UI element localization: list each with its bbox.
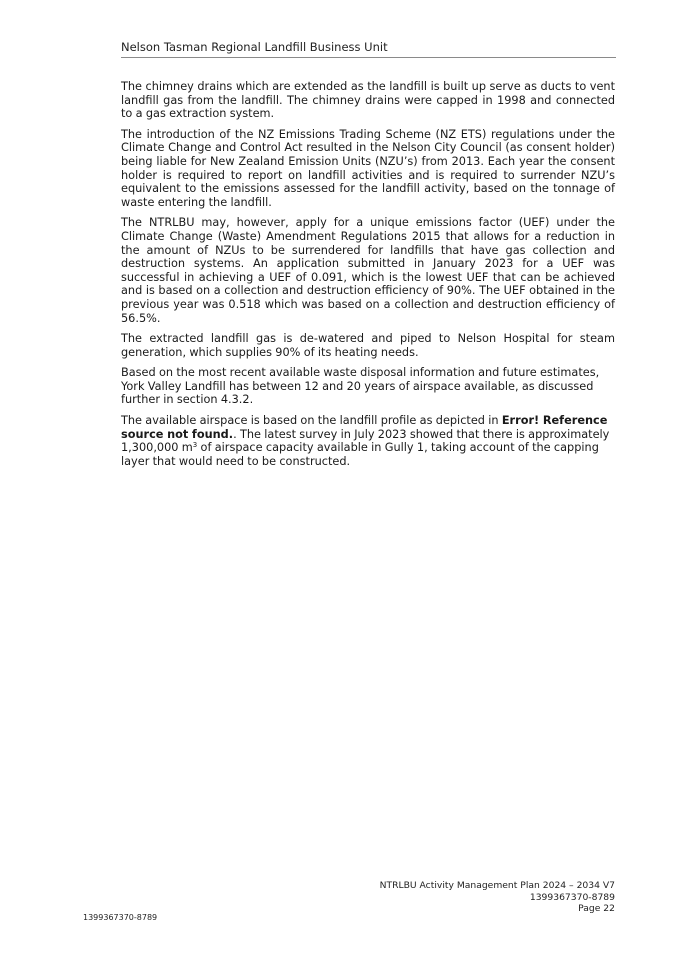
airspace-text-a: The available airspace is based on the landfill profile as depicted in xyxy=(121,414,502,428)
body-content xyxy=(121,80,615,475)
page-header xyxy=(121,40,616,58)
footer-page-number: Page 22 xyxy=(578,903,615,914)
error-reference[interactable]: Error! Reference source not found. xyxy=(121,414,608,441)
page-footer xyxy=(380,880,615,915)
superscript-cubed: 3 xyxy=(192,441,198,450)
paragraph-chimney-drains: The chimney drains which are extended as the landfill is built up serve as ducts to vent landfill gas from the landfill. The chimney drains were capped in 1998 and connected to a gas extraction system. xyxy=(121,80,615,121)
paragraph-uef: The NTRLBU may, however, apply for a unique emissions factor (UEF) under the Climate Change (Waste) Amendment Regulations 2015 that allows for a reduction in the amount of NZUs to be surrendered for landfills that have gas collection and destruction systems. An application submitted in January 2023 for a UEF was successful in achieving a UEF of 0.091, which is the lowest UEF that can be achieved and is based on a collection and destruction efficiency of 90%. The UEF obtained in the previous year was 0.518 which was based on a collection and destruction efficiency of 56.5%. xyxy=(121,216,615,325)
header-title: Nelson Tasman Regional Landfill Business Unit xyxy=(121,40,388,54)
paragraph-airspace-capacity xyxy=(121,414,615,468)
footer-plan-title: NTRLBU Activity Management Plan 2024 – 2034 V7 xyxy=(379,880,615,891)
airspace-text-b: . The latest survey in July 2023 showed that there is approximately 1,300,000 m xyxy=(121,427,610,455)
airspace-text-c: of airspace capacity available in Gully 1, taking account of the capping layer that would need to be constructed. xyxy=(121,441,599,468)
paragraph-airspace-years: Based on the most recent available waste disposal information and future estimates, York Valley Landfill has between 12 and 20 years of airspace available, as discussed further in section 4.3.2. xyxy=(121,366,600,407)
footer-doc-id: 1399367370-8789 xyxy=(529,891,615,903)
paragraph-landfill-gas: The extracted landfill gas is de-watered and piped to Nelson Hospital for steam generation, which supplies 90% of its heating needs. xyxy=(121,332,615,359)
paragraph-nz-ets: The introduction of the NZ Emissions Trading Scheme (NZ ETS) regulations under the Climate Change and Control Act resulted in the Nelson City Council (as consent holder) being liable for New Zealand Emission Units (NZU’s) from 2013. Each year the consent holder is required to report on landfill activities and is required to surrender NZU’s equivalent to the emissions assessed for the landfill activity, based on the tonnage of waste entering the landfill. xyxy=(121,127,615,209)
footer-left-id: 1399367370-8789 xyxy=(83,913,158,922)
